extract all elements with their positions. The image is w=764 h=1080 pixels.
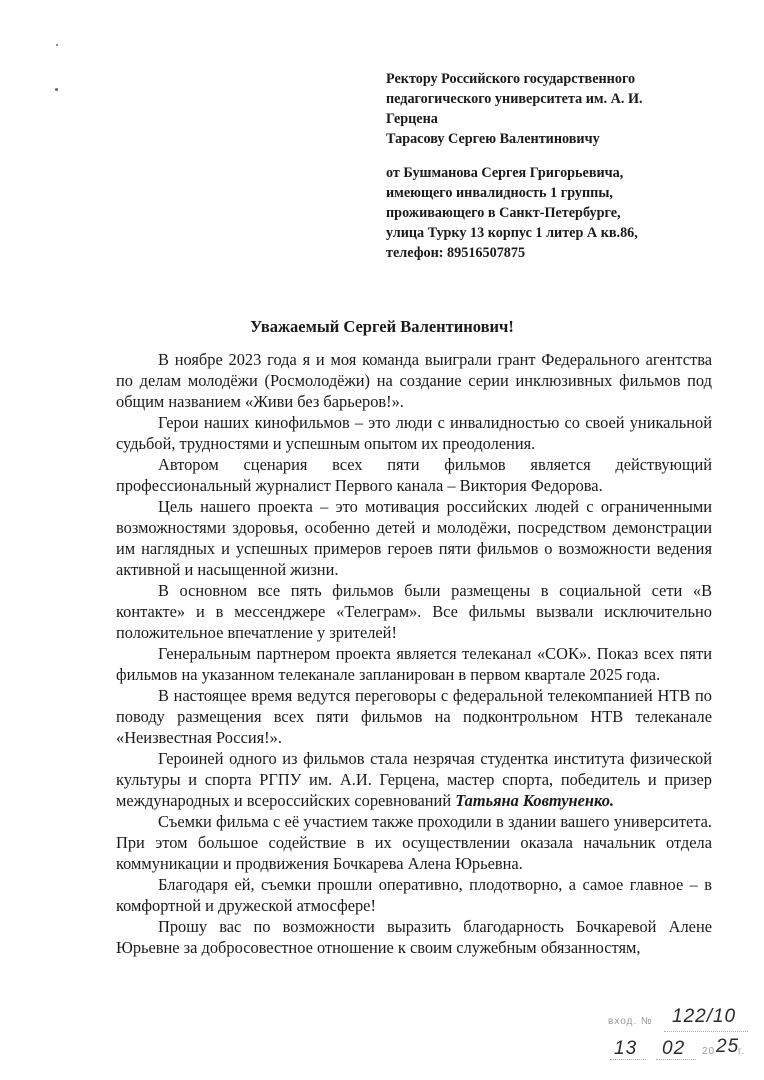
stamp-reg-number: 122/10 (672, 1006, 737, 1027)
paragraph: В ноябре 2023 года я и моя команда выиграли грант Федерального агентства по делам молодёжи (Росмолодёжи) на создание серии инклюзивных фильмов под общим названием «Живи без барьеров!». (116, 350, 712, 411)
registration-stamp (604, 1004, 752, 1066)
stamp-label-in: вход. № (608, 1016, 653, 1027)
paragraph-with-name (116, 748, 712, 811)
stamp-line (664, 1031, 748, 1032)
addressee-block (386, 69, 726, 149)
sender-line: имеющего инвалидность 1 группы, (386, 185, 613, 201)
paragraph: В настоящее время ведутся переговоры с федеральной телекомпанией НТВ по поводу размещения всех пяти фильмов на подконтрольном НТВ телеканале «Неизвестная Россия!». (116, 686, 712, 747)
stamp-day: 13 (614, 1038, 638, 1059)
paragraph: Автором сценария всех пяти фильмов является действующий профессиональный журналист Первого канала – Виктория Федорова. (116, 455, 712, 495)
paragraph: Генеральным партнером проекта является телеканал «СОК». Показ всех пяти фильмов на указанном телеканале запланирован в первом квартале 2025 года. (116, 644, 712, 684)
addressee-line: педагогического университета им. А. И. (386, 91, 643, 107)
paragraph: Благодаря ей, съемки прошли оперативно, плодотворно, а самое главное – в комфортной и дружеской атмосфере! (116, 875, 712, 915)
sender-line: улица Турку 13 корпус 1 литер А кв.86, (386, 225, 638, 241)
paragraph: В основном все пять фильмов были размещены в социальной сети «В контакте» и в мессенджере «Телеграм». Все фильмы вызвали исключительно положительное впечатление у зрителей! (116, 581, 712, 642)
scan-speck (55, 88, 58, 91)
paragraph-text: Героиней одного из фильмов стала незрячая студентка института физической культуры и спорта РГПУ им. А.И. Герцена, мастер спорта, победитель и призер международных и всероссийских соревнований (116, 749, 712, 810)
paragraph: Прошу вас по возможности выразить благодарность Бочкаревой Алене Юрьевне за добросовестное отношение к своим служебным обязанностям, (116, 917, 712, 957)
addressee-line: Герцена (386, 111, 438, 127)
stamp-year-prefix: 20 (702, 1046, 716, 1057)
addressee-line: Ректору Российского государственного (386, 71, 636, 87)
scan-speck (56, 44, 58, 46)
paragraph: Герои наших кинофильмов – это люди с инвалидностью со своей уникальной судьбой, трудностями и успешным опытом их преодоления. (116, 413, 712, 453)
stamp-year-suffix: 25 (716, 1036, 740, 1057)
sender-line: телефон: 89516507875 (386, 245, 526, 261)
paragraph: Цель нашего проекта – это мотивация российских людей с ограниченными возможностями здоровья, особенно детей и молодёжи, посредством демонстрации им наглядных и успешных примеров героев пяти фильмов о возможности ведения активной и насыщенной жизни. (116, 497, 712, 579)
student-name: Татьяна Ковтуненко. (455, 791, 614, 810)
stamp-month: 02 (662, 1038, 686, 1059)
paragraph: Съемки фильма с её участием также проходили в здании вашего университета. При этом большое содействие в их осуществлении оказала начальник отдела коммуникации и продвижения Бочкарева Алена Юрьевна. (116, 812, 712, 873)
sender-block (386, 163, 726, 263)
addressee-line: Тарасову Сергею Валентиновичу (386, 131, 600, 147)
stamp-year-mark: г. (738, 1046, 746, 1057)
greeting: Уважаемый Сергей Валентинович! (250, 317, 514, 336)
sender-line: от Бушманова Сергея Григорьевича, (386, 165, 624, 181)
sender-line: проживающего в Санкт-Петербурге, (386, 205, 621, 221)
letter-body (116, 349, 712, 958)
